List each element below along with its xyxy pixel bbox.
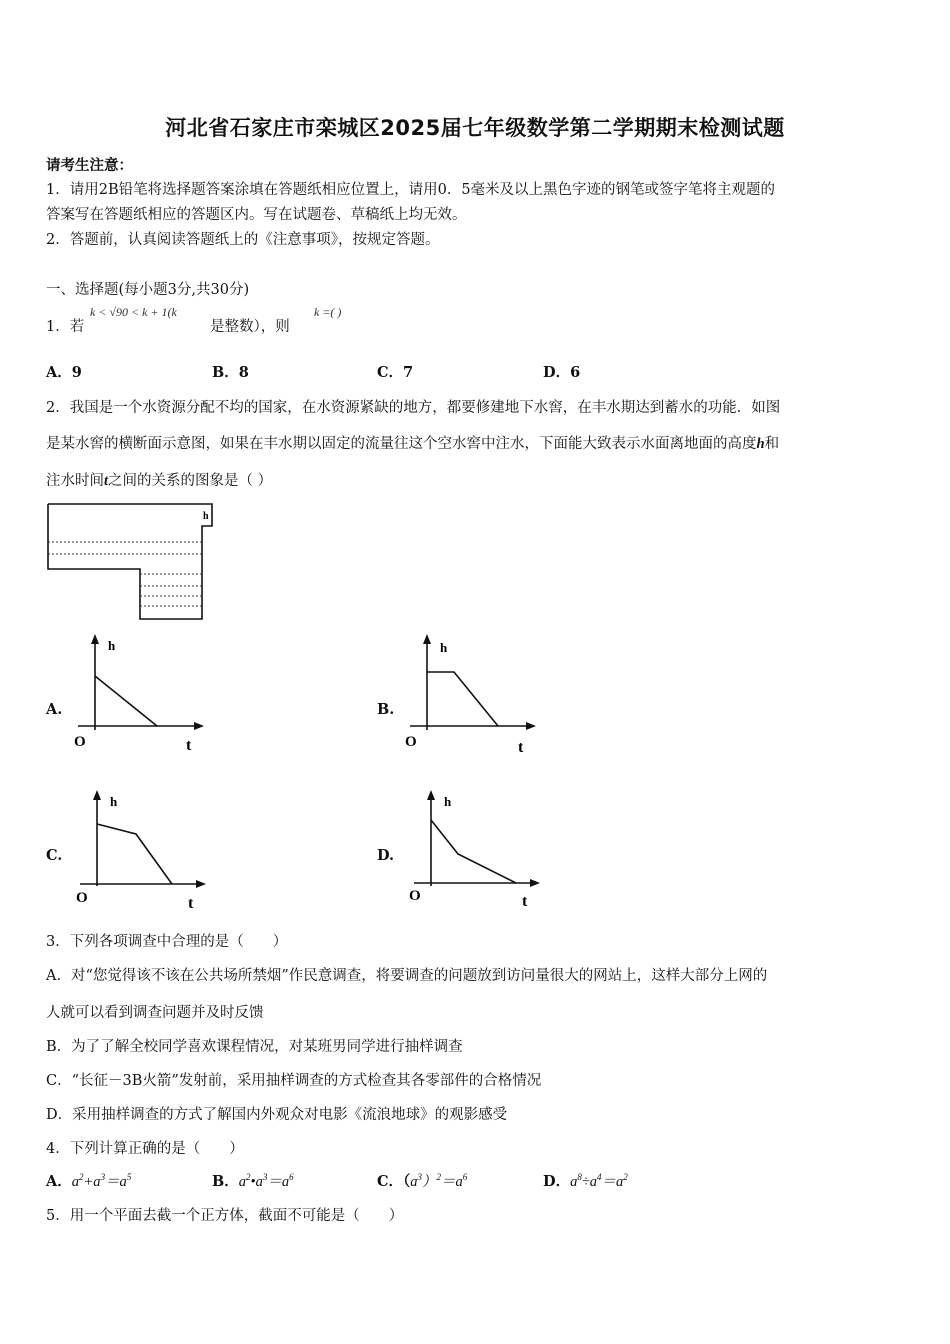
graph-d-origin: O — [409, 888, 421, 904]
graph-b-line — [427, 672, 498, 726]
graph-b-x-arrow — [526, 722, 536, 730]
q1-option-a: A．9 — [46, 364, 82, 381]
notice-line-1a: 1．请用2B铅笔将选择题答案涂填在答题纸相应位置上，请用0．5毫米及以上黑色字迹的钢笔或签字笔将主观题的 — [46, 182, 776, 198]
q1-tail: k =( ) — [314, 305, 342, 319]
graph-d-line — [431, 820, 516, 883]
q3-option-a-2: 人就可以看到调查问题并及时反馈 — [46, 1005, 264, 1021]
q4-option-b-label: B． — [212, 1173, 239, 1190]
graph-a-h: h — [108, 638, 116, 653]
graph-b-origin: O — [405, 734, 417, 750]
notice-heading: 请考生注意： — [46, 157, 133, 174]
q2-line-3 — [46, 469, 272, 490]
q1-number: 1．若 — [46, 319, 85, 335]
graph-d-x-arrow — [530, 879, 540, 887]
graph-a-x-arrow — [194, 722, 204, 730]
graph-c-origin: O — [76, 890, 88, 906]
notice-line-1b: 答案写在答题纸相应的答题区内。写在试题卷、草稿纸上均无效。 — [46, 207, 467, 223]
q4-option-a-label: A． — [46, 1173, 72, 1190]
q3-option-d: D．采用抽样调查的方式了解国内外观众对电影《流浪地球》的观影感受 — [46, 1107, 508, 1123]
graph-b — [400, 630, 550, 758]
q2-and: 和 — [764, 436, 780, 452]
q4-option-b-expr: $a^2•a^3=a^6$ — [238, 1172, 294, 1190]
graph-a — [68, 630, 218, 758]
notice-line-2: 2．答题前，认真阅读答题纸上的《注意事项》，按规定答题。 — [46, 232, 440, 248]
graph-d-y-arrow — [427, 790, 435, 800]
q1-option-b: B．8 — [212, 364, 249, 381]
q1-option-c: C．7 — [377, 364, 414, 381]
q3-option-a-1: A．对“您觉得该不该在公共场所禁烟”作民意调查，将要调查的问题放到访问量很大的网站上，这样大部分上网的 — [46, 968, 768, 984]
q1-option-d: D．6 — [543, 364, 581, 381]
q2-var-t: t — [104, 473, 109, 489]
q2-label-c: C. — [46, 847, 63, 864]
graph-d-h: h — [444, 794, 452, 809]
graph-d-t: t — [522, 893, 528, 910]
q4-option-c — [377, 1170, 467, 1191]
q5-stem: 5．用一个平面去截一个正方体，截面不可能是（ ） — [46, 1208, 404, 1224]
q4-option-a — [46, 1170, 131, 1191]
q2-line-3b: 之间的关系的图象是（ ） — [108, 473, 273, 489]
q2-line-1: 2．我国是一个水资源分配不均的国家，在水资源紧缺的地方，都要修建地下水窖，在丰水期达到蓄水的功能．如图 — [46, 400, 781, 416]
graph-c-h: h — [110, 794, 118, 809]
q4-option-a-expr: $a^2+a^3=a^5$ — [71, 1172, 132, 1190]
graph-c-x-arrow — [196, 880, 206, 888]
page-title: 河北省石家庄市栾城区2025届七年级数学第二学期期末检测试题 — [165, 116, 785, 140]
water-cellar-diagram — [44, 498, 219, 624]
q4-option-d — [543, 1170, 628, 1191]
q3-option-b: B．为了了解全校同学喜欢课程情况，对某班男同学进行抽样调查 — [46, 1039, 463, 1055]
q4-option-c-label: C．（ — [377, 1173, 411, 1190]
graph-a-t: t — [186, 737, 192, 754]
q2-var-h: h — [756, 436, 765, 452]
q2-label-b: B. — [377, 701, 395, 718]
graph-b-t: t — [518, 739, 524, 756]
graph-b-y-arrow — [423, 634, 431, 644]
graph-b-h: h — [440, 640, 448, 655]
q3-stem: 3．下列各项调查中合理的是（ ） — [46, 934, 288, 950]
graph-a-y-arrow — [91, 634, 99, 644]
q2-label-d: D. — [377, 847, 395, 864]
section-heading: 一、选择题(每小题3分,共30分) — [46, 282, 250, 298]
diagram-h-label: h — [203, 511, 209, 522]
q4-stem: 4．下列计算正确的是（ ） — [46, 1141, 244, 1157]
graph-d — [404, 786, 554, 914]
q2-line-3a: 注水时间 — [46, 473, 104, 489]
graph-c-line — [97, 824, 172, 884]
q2-line-2 — [46, 432, 779, 453]
q3-option-c: C．“长征－3B火箭”发射前，采用抽样调查的方式检查其各零部件的合格情况 — [46, 1073, 542, 1089]
q1-mid: 是整数），则 — [210, 319, 290, 335]
q1-expression: k < √90 < k + 1(k — [90, 305, 177, 319]
q2-label-a: A. — [46, 701, 63, 718]
graph-c-y-arrow — [93, 790, 101, 800]
q4-option-c-expr: $a^3)^2=a^6$ — [410, 1172, 468, 1190]
q4-option-d-label: D． — [543, 1173, 571, 1190]
q4-option-d-expr: $a^8\div a^4=a^2$ — [570, 1172, 628, 1190]
graph-a-origin: O — [74, 734, 86, 750]
graph-c-t: t — [188, 895, 194, 912]
q2-line-2-text: 是某水窖的横断面示意图，如果在丰水期以固定的流量往这个空水窖中注水，下面能大致表示水面离地面的高度 — [46, 436, 757, 452]
graph-c — [70, 786, 220, 914]
graph-a-line — [95, 676, 157, 726]
q4-option-b — [212, 1170, 294, 1191]
